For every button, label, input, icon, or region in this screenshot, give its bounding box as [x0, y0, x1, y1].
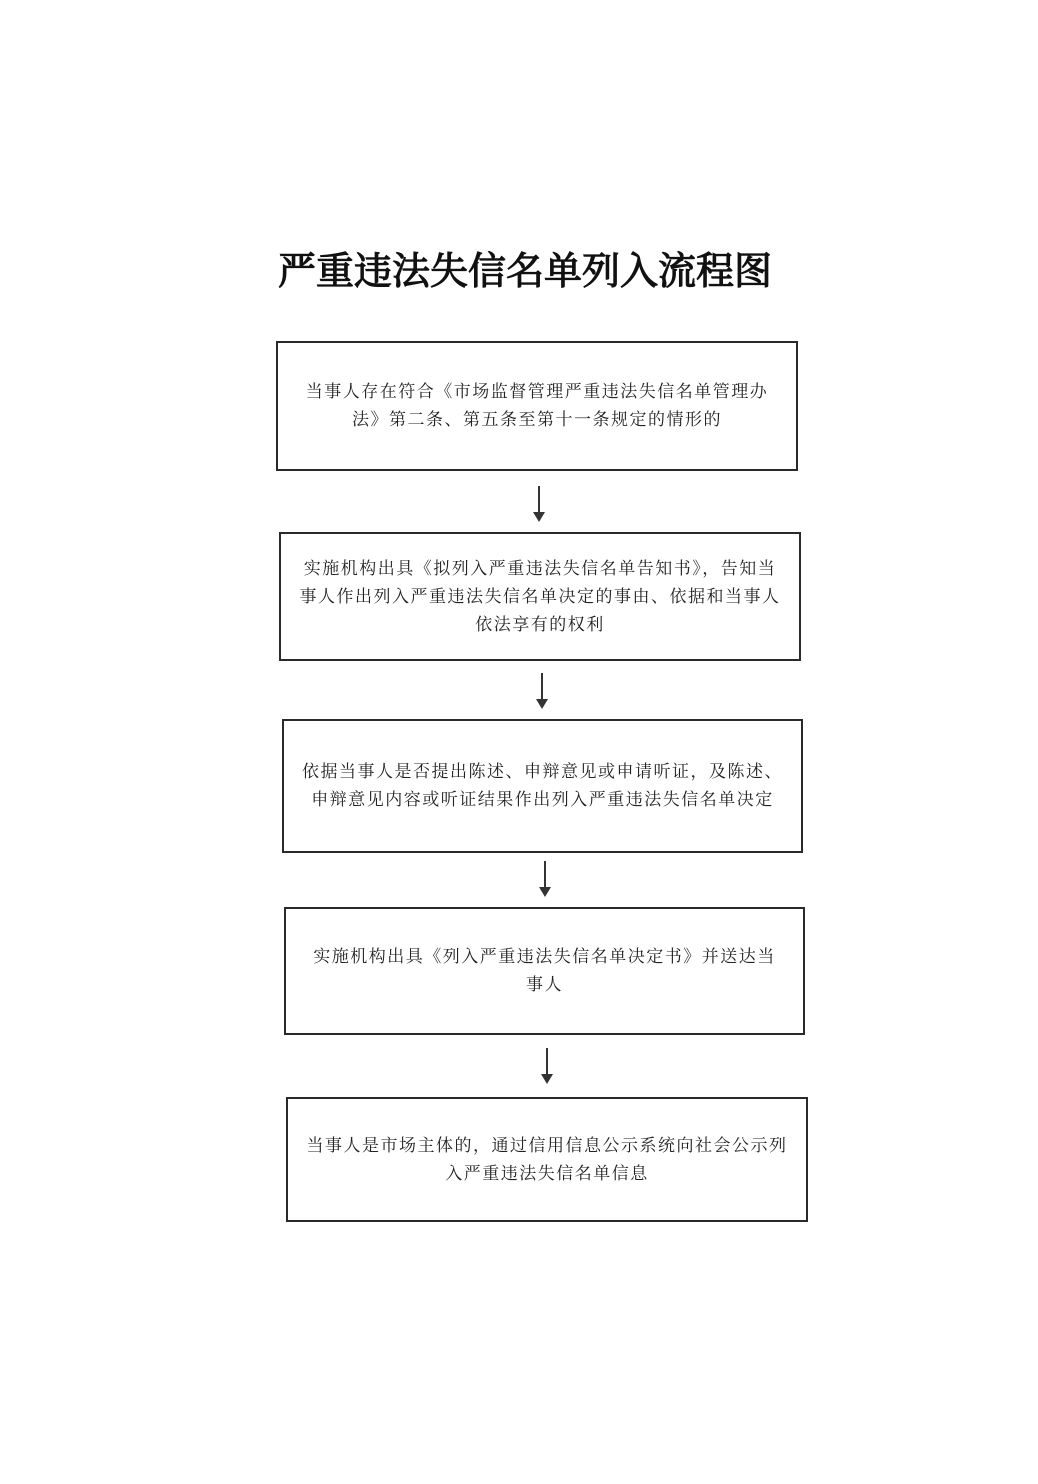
- flow-step-4-text: 实施机构出具《列入严重违法失信名单决定书》并送达当事人: [313, 947, 776, 995]
- flow-step-1-text: 当事人存在符合《市场监督管理严重违法失信名单管理办法》第二条、第五条至第十一条规定的情形的: [305, 382, 769, 430]
- flow-step-1: [276, 341, 798, 471]
- flow-arrow-1: [531, 486, 547, 522]
- flow-step-2-text: 实施机构出具《拟列入严重违法失信名单告知书》，告知当事人作出列入严重违法失信名单决定的事由、依据和当事人依法享有的权利: [299, 558, 781, 635]
- flow-step-3: [282, 719, 803, 853]
- flow-arrow-2: [534, 673, 550, 709]
- page-title: 严重违法失信名单列入流程图: [278, 248, 773, 293]
- flow-step-5-text: 当事人是市场主体的，通过信用信息公示系统向社会公示列入严重违法失信名单信息: [306, 1135, 788, 1184]
- flow-arrow-4: [539, 1048, 555, 1084]
- flow-step-2: [279, 532, 801, 661]
- flow-arrow-3: [537, 861, 553, 897]
- flow-step-3-text: 依据当事人是否提出陈述、申辩意见或申请听证，及陈述、申辩意见内容或听证结果作出列入严重违法失信名单决定: [302, 762, 783, 810]
- flow-step-4: [284, 907, 805, 1035]
- flow-step-5: [286, 1097, 808, 1222]
